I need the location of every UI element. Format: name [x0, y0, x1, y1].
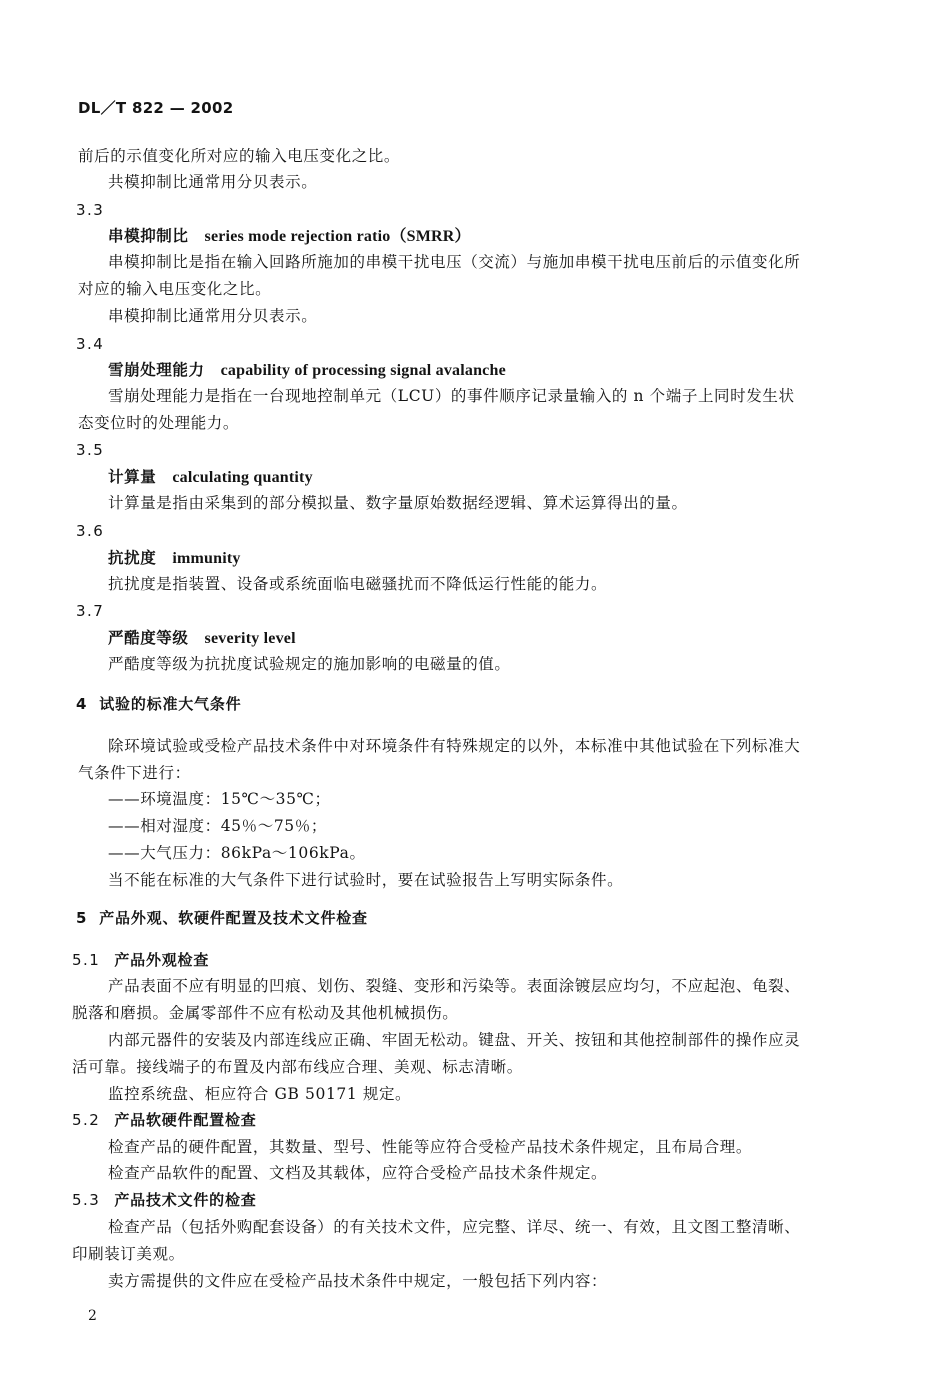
subsection-heading: [72, 1191, 257, 1209]
clause-number: 3.7: [76, 602, 105, 620]
section-title: 产品外观、软硬件配置及技术文件检查: [99, 909, 368, 927]
paragraph-line: 内部元器件的安装及内部连线应正确、牢固无松动。键盘、开关、按钮和其他控制部件的操作应灵: [108, 1031, 801, 1049]
paragraph-line: 当不能在标准的大气条件下进行试验时，要在试验报告上写明实际条件。: [108, 871, 624, 889]
subsection-heading: [72, 1111, 257, 1129]
clause-number: 3.4: [76, 335, 105, 353]
paragraph-line: 产品表面不应有明显的凹痕、划伤、裂缝、变形和污染等。表面涂镀层应均匀，不应起泡、龟裂、: [108, 977, 801, 995]
paragraph-line: 严酷度等级为抗扰度试验规定的施加影响的电磁量的值。: [108, 655, 511, 673]
term-cn: 严酷度等级: [108, 628, 189, 647]
paragraph-line: 活可靠。接线端子的布置及内部布线应合理、美观、标志清晰。: [72, 1058, 523, 1076]
page-number: 2: [88, 1308, 98, 1324]
term-cn: 抗扰度: [108, 548, 157, 567]
section-number: 4: [76, 695, 88, 713]
term-en: series mode rejection ratio（SMRR）: [204, 228, 471, 245]
paragraph-line: 脱落和磨损。金属零部件不应有松动及其他机械损伤。: [72, 1004, 459, 1022]
paragraph-line: 前后的示值变化所对应的输入电压变化之比。: [78, 147, 401, 165]
paragraph-line: 卖方需提供的文件应在受检产品技术条件中规定，一般包括下列内容：: [108, 1272, 608, 1290]
paragraph-line: 共模抑制比通常用分贝表示。: [108, 173, 318, 191]
term-cn: 串模抑制比: [108, 226, 189, 245]
paragraph-line: 检查产品软件的配置、文档及其载体，应符合受检产品技术条件规定。: [108, 1164, 608, 1182]
section-number: 5: [76, 909, 88, 927]
paragraph-line: 监控系统盘、柜应符合 GB 50171 规定。: [108, 1085, 412, 1103]
subsection-title: 产品技术文件的检查: [114, 1191, 257, 1209]
paragraph-line: 检查产品（包括外购配套设备）的有关技术文件，应完整、详尽、统一、有效，且文图工整清晰、: [108, 1218, 801, 1236]
term-cn: 雪崩处理能力: [108, 360, 205, 379]
clause-number: 3.3: [76, 201, 105, 219]
paragraph-line: 雪崩处理能力是指在一台现地控制单元（LCU）的事件顺序记录量输入的 n 个端子上同时发生状: [108, 387, 795, 405]
clause-number: 3.5: [76, 441, 105, 459]
list-item: ——相对湿度：45％～75％；: [108, 817, 327, 835]
term-en: severity level: [204, 630, 296, 647]
term-heading: [108, 227, 471, 246]
term-heading: [108, 549, 241, 568]
section-heading: [76, 695, 241, 713]
paragraph-line: 抗扰度是指装置、设备或系统面临电磁骚扰而不降低运行性能的能力。: [108, 575, 608, 593]
subsection-number: 5.2: [72, 1111, 101, 1129]
document-header-id: DL／T 822 — 2002: [78, 99, 234, 117]
term-en: calculating quantity: [172, 469, 313, 486]
list-item: ——环境温度：15℃～35℃；: [108, 790, 331, 808]
clause-number: 3.6: [76, 522, 105, 540]
paragraph-line: 气条件下进行：: [78, 764, 191, 782]
subsection-heading: [72, 951, 209, 969]
subsection-number: 5.1: [72, 951, 101, 969]
subsection-number: 5.3: [72, 1191, 101, 1209]
section-heading: [76, 909, 368, 927]
paragraph-line: 计算量是指由采集到的部分模拟量、数字量原始数据经逻辑、算术运算得出的量。: [108, 494, 688, 512]
term-heading: [108, 629, 296, 648]
term-heading: [108, 468, 313, 487]
paragraph-line: 串模抑制比是指在输入回路所施加的串模干扰电压（交流）与施加串模干扰电压前后的示值变化所: [108, 253, 801, 271]
section-title: 试验的标准大气条件: [99, 695, 242, 713]
term-en: capability of processing signal avalanche: [220, 362, 506, 379]
paragraph-line: 串模抑制比通常用分贝表示。: [108, 307, 318, 325]
paragraph-line: 除环境试验或受检产品技术条件中对环境条件有特殊规定的以外，本标准中其他试验在下列标准大: [108, 737, 801, 755]
paragraph-line: 印刷装订美观。: [72, 1245, 185, 1263]
term-heading: [108, 361, 506, 380]
term-cn: 计算量: [108, 467, 157, 486]
term-en: immunity: [172, 550, 241, 567]
paragraph-line: 态变位时的处理能力。: [78, 414, 240, 432]
subsection-title: 产品软硬件配置检查: [114, 1111, 257, 1129]
subsection-title: 产品外观检查: [114, 951, 210, 969]
list-item: ——大气压力：86kPa～106kPa。: [108, 844, 366, 862]
paragraph-line: 检查产品的硬件配置，其数量、型号、性能等应符合受检产品技术条件规定，且布局合理。: [108, 1138, 753, 1156]
paragraph-line: 对应的输入电压变化之比。: [78, 280, 272, 298]
